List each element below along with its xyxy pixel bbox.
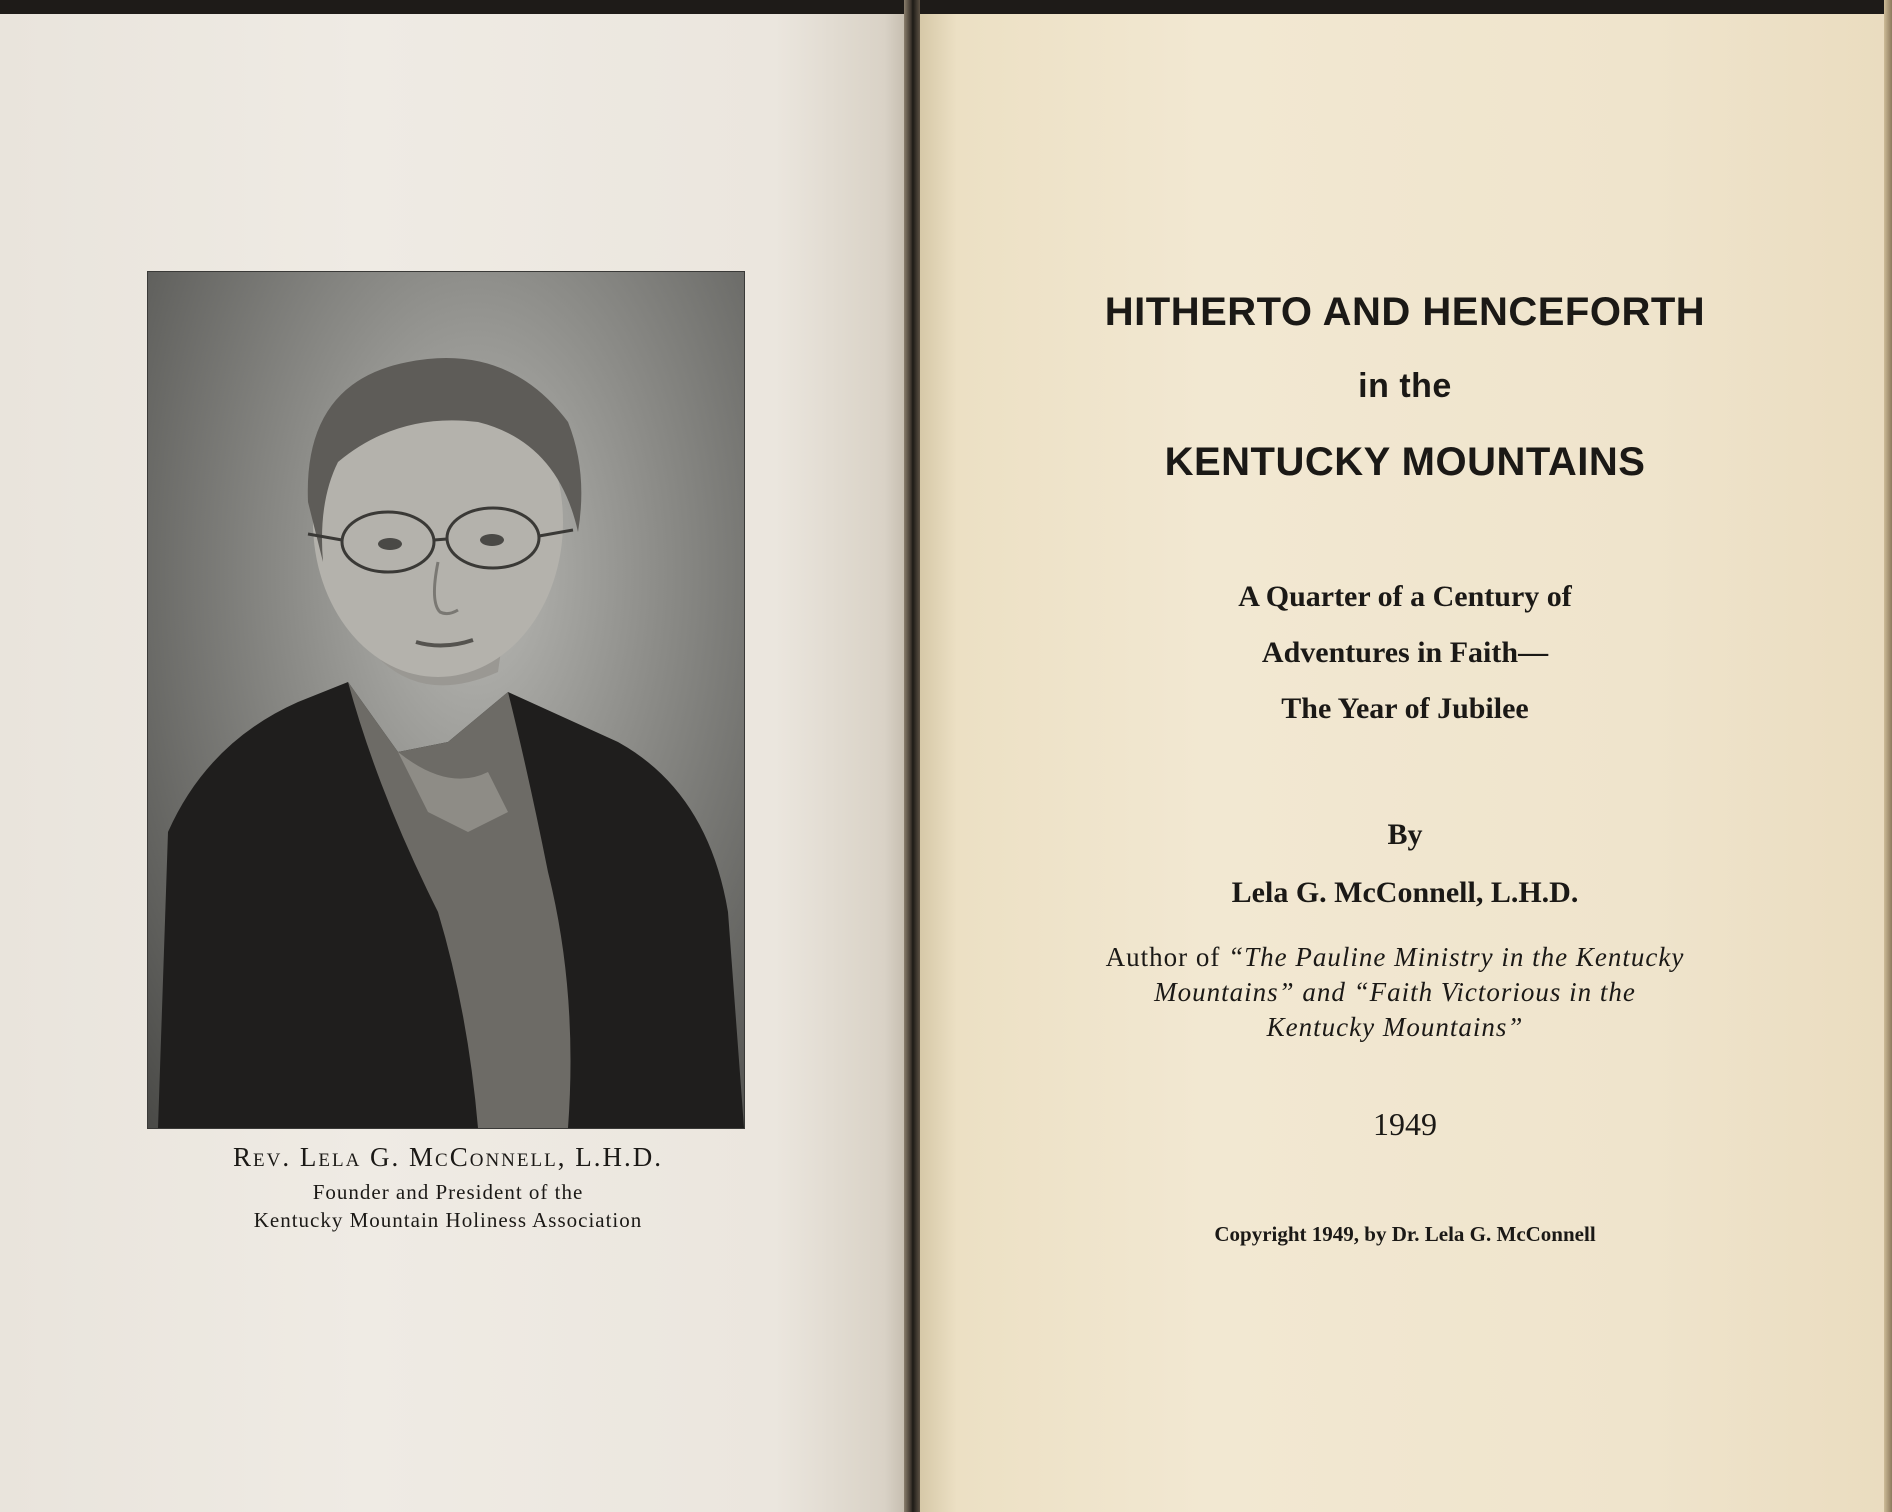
publication-year: 1949	[1373, 1106, 1437, 1142]
portrait-caption-name: Rev. Lela G. McConnell, L.H.D.	[233, 1142, 663, 1172]
book-top-edge	[0, 0, 1892, 14]
book-gutter	[904, 0, 920, 1512]
book-subtitle-line2: Adventures in Faith—	[1261, 636, 1549, 669]
author-portrait	[148, 272, 744, 1128]
portrait-figure	[148, 272, 744, 1128]
copyright-notice: Copyright 1949, by Dr. Lela G. McConnell	[1214, 1222, 1596, 1246]
book-title-line3: KENTUCKY MOUNTAINS	[1164, 440, 1646, 484]
other-works	[1030, 940, 1760, 1045]
right-page	[918, 14, 1892, 1512]
other-works-line3	[1030, 1010, 1760, 1045]
book-right-edge	[1884, 0, 1892, 1512]
book-subtitle-line1: A Quarter of a Century of	[1238, 580, 1572, 613]
book-title-line1: HITHERTO AND HENCEFORTH	[1104, 290, 1706, 334]
other-works-line2	[1030, 975, 1760, 1010]
by-line: By	[1387, 818, 1423, 851]
author-name: Lela G. McConnell, L.H.D.	[1231, 876, 1579, 909]
other-works-title2: Mountains” and “Faith Victorious in the	[1154, 977, 1636, 1007]
other-works-line1	[1030, 940, 1760, 975]
book-title-line2: in the	[1358, 367, 1452, 405]
other-works-title1: “The Pauline Ministry in the Kentucky	[1228, 942, 1685, 972]
portrait-caption-line1: Founder and President of the	[312, 1180, 584, 1204]
book-subtitle-line3: The Year of Jubilee	[1281, 692, 1529, 725]
portrait-caption-line2: Kentucky Mountain Holiness Association	[253, 1208, 643, 1232]
other-works-title3: Kentucky Mountains”	[1266, 1012, 1524, 1042]
other-works-prefix: Author of	[1105, 942, 1221, 972]
